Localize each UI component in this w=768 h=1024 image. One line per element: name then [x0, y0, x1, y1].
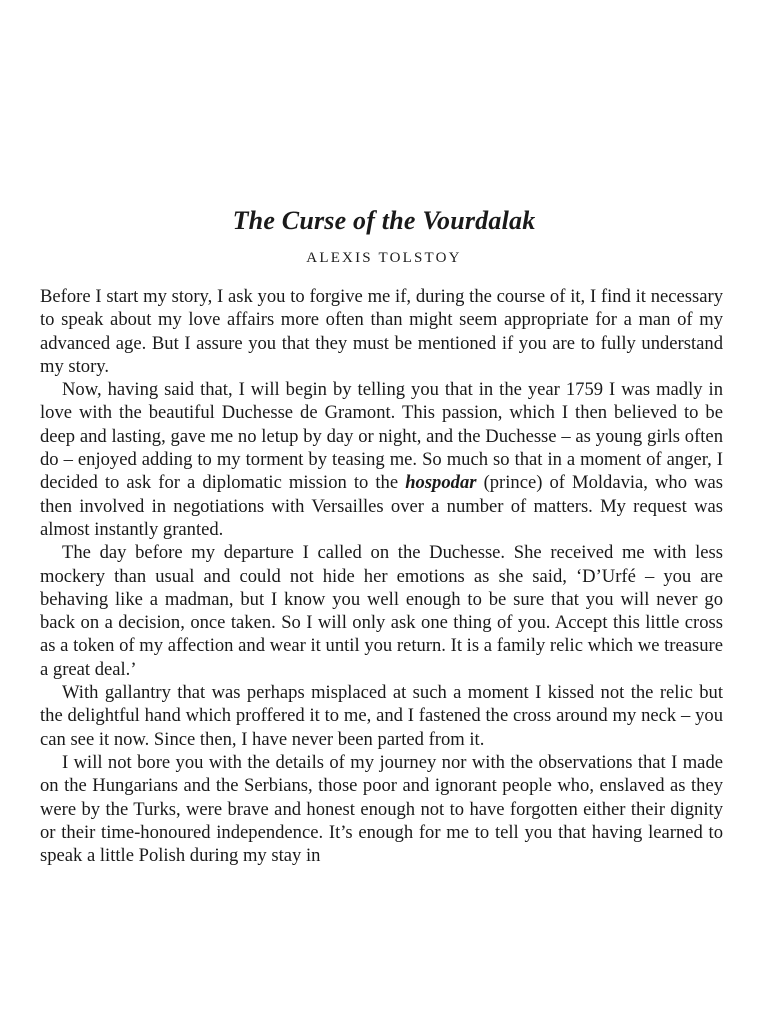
paragraph-4: With gallantry that was perhaps misplaced at such a moment I kissed not the relic but the delightful hand which proffered it to me, and I fastened the cross around my neck – you can see it now. Since then, I have never been parted from it.: [40, 682, 723, 750]
hospodar-term: hospodar: [405, 472, 477, 494]
story-title: The Curse of the Vourdalak: [232, 206, 536, 235]
paragraph-2-continuation: (prince) of Moldavia, who was then involved in negotiations with Versailles over a number of matters. My request was almost instantly granted.: [40, 472, 724, 540]
paragraph-3: The day before my departure I called on the Duchesse. She received me with less mockery than usual and could not hide her emotions as she said, ‘D’Urfé – you are behaving like a madman, but I know you well enough to be sure that you will never go back on a decision, once taken. So I will only ask one thing of you. Accept this little cross as a token of my affection and wear it until you return. It is a family relic which we treasure a great deal.’: [40, 542, 723, 680]
story-body: [40, 285, 723, 867]
paragraph-2: [40, 378, 723, 541]
paragraph-1: Before I start my story, I ask you to forgive me if, during the course of it, I find it necessary to speak about my love affairs more often than might seem appropriate for a man of my advanced age. But I assure you that they must be mentioned if you are to fully understand my story.: [40, 286, 723, 377]
story-author: ALEXIS TOLSTOY: [306, 250, 462, 266]
paragraph-5: I will not bore you with the details of my journey nor with the observations that I made on the Hungarians and the Serbians, those poor and ignorant people who, enslaved as they were by the Turks, were brave and honest enough not to have forgotten either their dignity or their time-honoured independence. It’s enough for me to tell you that having learned to speak a little Polish during my stay in: [40, 751, 723, 867]
paragraph-2-text: Now, having said that, I will begin by telling you that in the year 1759 I was madly in love with the beautiful Duchesse de Gramont. This passion, which I then believed to be deep and lasting, gave me no letup by day or night, and the Duchesse – as young girls often do – enjoyed adding to my torment by teasing me. So much so that in a moment of anger, I decided to ask for a diplomatic mission to the: [40, 379, 723, 494]
